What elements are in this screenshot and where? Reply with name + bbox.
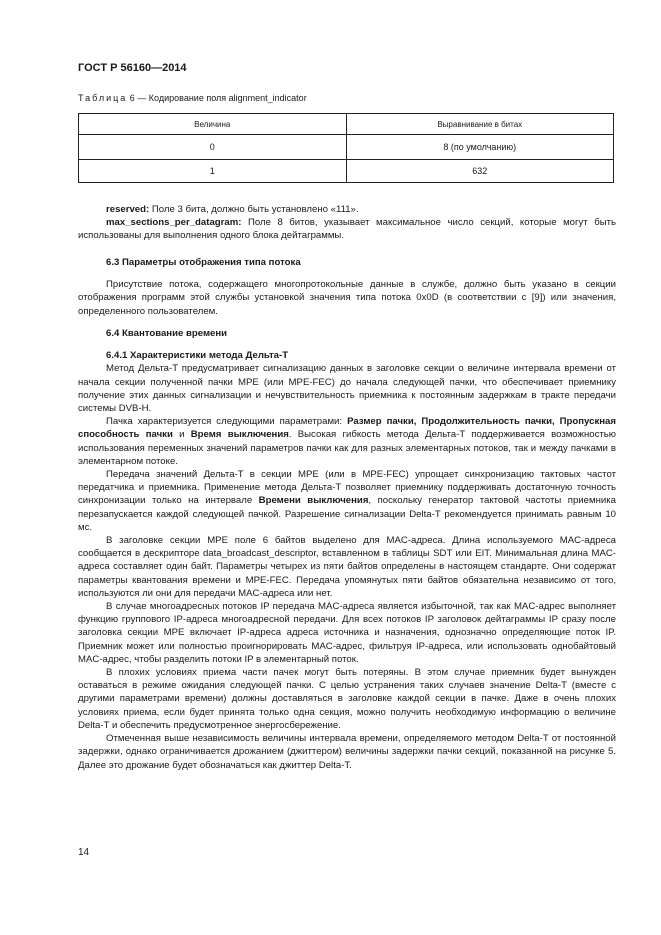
bold-term: Времени выключения (258, 495, 369, 507)
paragraph: Присутствие потока, содержащего многопротокольные данные в службе, должно быть указано в секции отображения программ этой службы установкой значения типа потока 0x0D (в соответствии с [9]) или значения, определенного пользователем. (78, 279, 616, 317)
paragraph-text: и (172, 429, 191, 441)
table-cell: 1 (79, 160, 347, 183)
paragraph-text: , поскольку генератор тактовой частоты приемника перезапускается каждой следующей пачкой. Разрешение сигнализации Delta-T рекомендуется принимать равным 10 мс. (78, 495, 616, 533)
section-6-4 (78, 327, 616, 772)
field-descriptions (78, 203, 616, 243)
subsection-heading: 6.4.1 Характеристики метода Дельта-T (106, 350, 289, 362)
paragraph: В случае многоадресных потоков IP передача MAC-адреса является избыточной, так как MAC-адрес выполняет функцию группового IP-адреса многоадресной передачи. Для всех потоков IP заголовок дейтаграммы IP сразу после заголовка секции MPE включает IP-адреса адреса источника и назначения, однозначно определяющие поток IP. Приемник может или полностью проигнорировать MAC-адрес, фильтруя IP-адреса, или использовать однобайтовый MAC-адрес, чтобы разделить потоки IP в элементарный поток. (78, 601, 616, 665)
paragraph-text: Пачка характеризуется следующими параметрами: (106, 416, 348, 428)
bold-term: Время выключения (190, 429, 289, 441)
table-caption-text: 6 — Кодирование поля alignment_indicator (127, 93, 307, 103)
document-header: ГОСТ Р 56160—2014 (78, 62, 187, 74)
paragraph: Метод Дельта-T предусматривает сигнализацию данных в заголовке секции о величине интервала времени от начала секции полученной пачки MPE (или MPE-FEC) до начала следующей пачки, что обеспечивает приемнику получение этих данных сигнализации и нечувствительность приемника к постоянным задержкам в тракте передачи системы DVB-H. (78, 363, 616, 415)
paragraph-text: Передача значений Дельта-T в секции MPE (или в MPE-FEC) упрощает синхронизацию тактовых частот передатчика и приемника. Применение метода Дельта-T позволяет приемнику поддерживать достаточную точность синхронизации только на интервале (78, 469, 616, 507)
table-cell: 632 (346, 160, 614, 183)
field-text: Поле 3 бита, должно быть установлено «111». (149, 204, 359, 215)
table-header-cell: Величина (79, 114, 347, 135)
paragraph (78, 468, 616, 534)
table-header-row (79, 114, 614, 135)
paragraph: Отмеченная выше независимость величины интервала времени, определяемого методом Delta-T от постоянной задержки, однако ограничивается дрожанием (джиттером) величины задержки пачки секций, показанной на рисунке 5. Далее это дрожание будет обозначаться как джиттер Delta-T. (78, 733, 616, 771)
field-max-sections (78, 216, 616, 242)
paragraph: В плохих условиях приема части пачек могут быть потеряны. В этом случае приемник будет вынужден оставаться в режиме ожидания следующей пачки. С целью устранения таких случаев значение Delta-T (вместе с другими параметрами времени) должны доставляться в заголовке каждой секции в пачке. Даже в очень плохих условиях приема, если будет принята только одна секция, можно получить необходимую информацию о величине Delta-T и обеспечить предусмотренное энергосбережение. (78, 667, 616, 731)
field-reserved (78, 203, 616, 216)
page-number: 14 (78, 847, 90, 858)
section-6-3 (78, 256, 616, 318)
section-heading: 6.4 Квантование времени (106, 328, 228, 339)
table-cell: 8 (по умолчанию) (346, 135, 614, 160)
table-caption (78, 93, 307, 103)
alignment-indicator-table (78, 113, 614, 183)
table-row (79, 135, 614, 160)
table-caption-word: Таблица (78, 93, 128, 103)
table-header-cell: Выравнивание в битах (346, 114, 614, 135)
field-name: reserved: (106, 204, 150, 215)
table-row (79, 160, 614, 183)
field-name: max_sections_per_datagram: (106, 217, 242, 229)
paragraph-text: . Высокая гибкость метода Дельта-T поддерживается возможностью использования переменных значений параметров пачки как для разных элементарных потоков, так и между пачками в элементарном потоке. (78, 429, 616, 467)
table-cell: 0 (79, 135, 347, 160)
paragraph: В заголовке секции MPE поле 6 байтов выделено для MAC-адреса. Длина используемого MAC-адреса сообщается в дескрипторе data_broadcast_descriptor, вставленном в таблицы SDT или EIT. Минимальная длина MAC-адреса составляет один байт. Параметры четырех из пяти байтов определены в настоящем стандарте. Они содержат параметры квантования времени и MPE-FEC. Передача упомянутых пяти байтов обязательна независимо от того, используются ли они для передачи MAC-адреса или нет. (78, 535, 616, 599)
section-heading: 6.3 Параметры отображения типа потока (106, 257, 301, 268)
bold-term: Размер пачки, Продолжительность пачки, Пропускная способность пачки (78, 416, 616, 441)
paragraph (78, 415, 616, 468)
field-text: Поле 8 битов, указывает максимальное число секций, которые могут быть использованы для выполнения одного блока дейтаграммы. (78, 217, 616, 242)
